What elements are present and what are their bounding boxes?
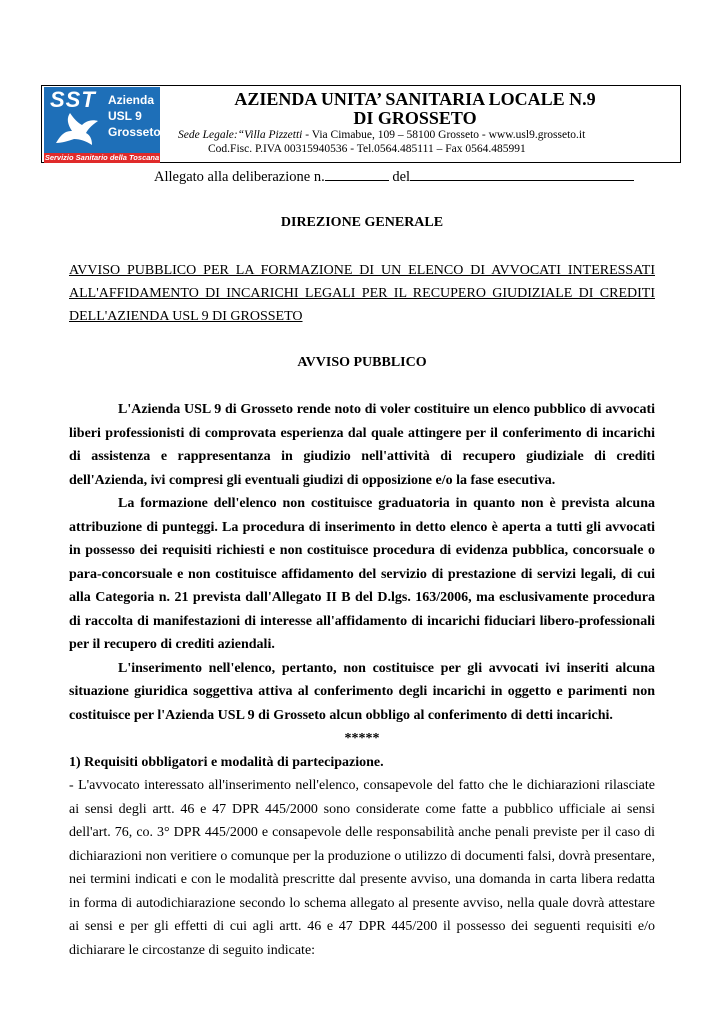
paragraph-3: L'inserimento nell'elenco, pertanto, non costituisce per gli avvocati ivi inseriti alcuna situazione giuridica soggettiva attiva al conferimento degli incarichi in oggetto e parimenti non costituisce per l'Azienda USL 9 di Grosseto alcun obbligo al conferimento di detti incarichi. bbox=[69, 660, 655, 723]
sst-logo bbox=[44, 87, 160, 163]
paragraph-1: L'Azienda USL 9 di Grosseto rende noto di voler costituire un elenco pubblico di avvocati liberi professionisti di comprovata esperienza dal quale attingere per il conferimento di incarichi di assistenza e rappresentanza in giudizio nell'attività di recupero giudiziale di crediti dell'Azienda, ivi compresi gli eventuali giudizi di opposizione e/o la fase esecutiva. bbox=[69, 402, 655, 488]
logo-line-usl: USL 9 bbox=[108, 109, 142, 123]
allegato-prefix: Allegato alla deliberazione n. bbox=[154, 169, 325, 185]
header-title-line1: AZIENDA UNITA’ SANITARIA LOCALE N.9 bbox=[234, 89, 596, 109]
paragraph-2: La formazione dell'elenco non costituisce graduatoria in quanto non è prevista alcuna attribuzione di punteggi. La procedura di inserimento in detto elenco è aperta a tutti gli avvocati in possesso dei requisiti richiesti e non costituisce procedura di evidenza pubblica, concorsuale o para-concorsuale e non costituisce affidamento del servizio di prestazione di servizi legali, di cui alla Categoria n. 21 prevista dall'Allegato II B del D.lgs. 163/2006, ma esclusivamente procedura di raccolta di manifestazioni di interesse all'affidamento di incarichi fiduciari libero-professionali per il recupero di crediti aziendali. bbox=[69, 496, 655, 652]
logo-line-azienda: Azienda bbox=[108, 93, 155, 107]
sede-label: Sede Legale:“Villa Pizzetti bbox=[178, 129, 303, 141]
header-codfisc: Cod.Fisc. P.IVA 00315940536 - Tel.0564.485111 – Fax 0564.485991 bbox=[208, 143, 526, 155]
delibera-number-blank bbox=[325, 166, 389, 181]
delibera-date-blank bbox=[410, 166, 634, 181]
avviso-title: AVVISO PUBBLICO bbox=[297, 355, 427, 370]
header-title-line2: DI GROSSETO bbox=[353, 108, 477, 128]
paragraph-4: - L'avvocato interessato all'inserimento nell'elenco, consapevole del fatto che le dichiarazioni rilasciate ai sensi degli artt. 46 e 47 DPR 445/2000 sono considerate come fatte a pubblico ufficiale ai sensi dell'art. 76, co. 3° DPR 445/2000 e consapevole delle responsabilità anche penali previste per il caso di dichiarazioni non veritiere o comunque per la produzione o utilizzo di documenti falsi, dovrà presentare, nei termini indicati e con le modalità prescritte dal presente avviso, una domanda in carta libera redatta in forma di autodichiarazione secondo lo schema allegato al presente avviso, nella quale dovrà attestare ai sensi e per gli effetti di cui agli artt. 46 e 47 DPR 445/200 il possesso dei seguenti requisiti e/o dichiarare le circostanze di seguito indicate: bbox=[69, 778, 655, 958]
subject-line-1: AVVISO PUBBLICO PER LA FORMAZIONE DI UN ELENCO DI AVVOCATI INTERESSATI bbox=[69, 263, 655, 278]
section-1-heading: 1) Requisiti obbligatori e modalità di partecipazione. bbox=[69, 754, 384, 770]
sede-address: - Via Cimabue, 109 – 58100 Grosseto - www.usl9.grosseto.it bbox=[302, 129, 586, 141]
body-text bbox=[69, 398, 655, 962]
direzione-generale: DIREZIONE GENERALE bbox=[280, 215, 444, 230]
allegato-del: del bbox=[388, 169, 411, 185]
pegasus-icon bbox=[52, 109, 102, 149]
header-sede bbox=[178, 128, 585, 142]
logo-line-grosseto: Grosseto bbox=[108, 125, 161, 139]
subject-line-2: ALL'AFFIDAMENTO DI INCARICHI LEGALI PER IL RECUPERO GIUDIZIALE DI CREDITI bbox=[69, 286, 655, 301]
logo-footer: Servizio Sanitario della Toscana bbox=[44, 153, 160, 162]
separator-stars: ***** bbox=[344, 731, 380, 746]
logo-brand: SST bbox=[50, 87, 96, 112]
subject-line-3: DELL'AZIENDA USL 9 DI GROSSETO bbox=[69, 309, 303, 324]
allegato-line bbox=[154, 166, 634, 186]
